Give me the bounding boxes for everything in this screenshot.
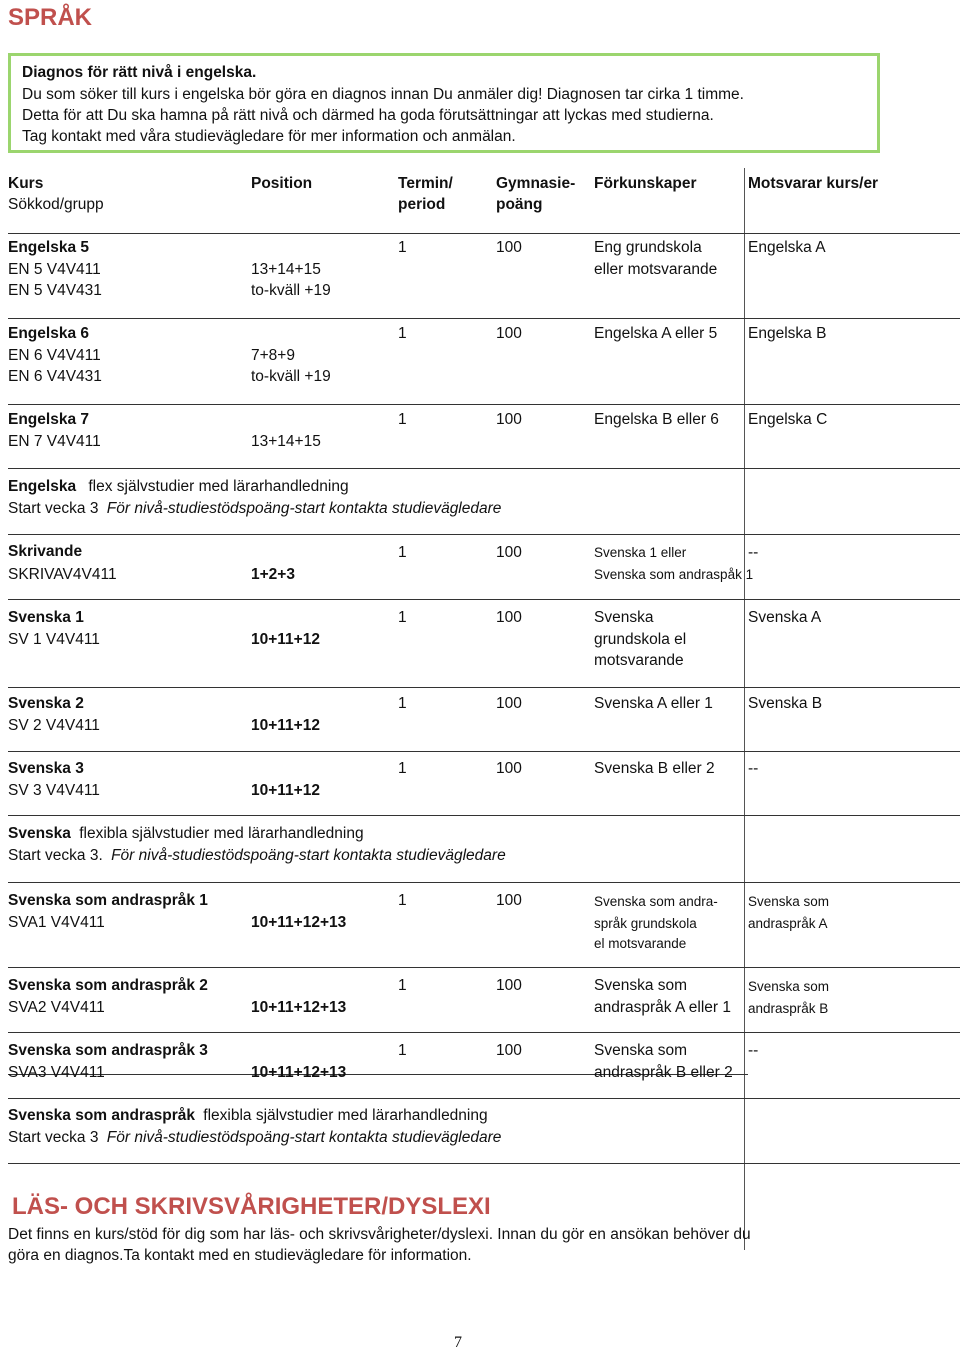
row-divider	[8, 599, 960, 600]
course-prereq: Svenska B eller 2	[594, 760, 715, 777]
course-points: 100	[496, 325, 522, 342]
course-name: Skrivande	[8, 543, 83, 560]
dyslexi-text: Det finns en kurs/stöd för dig som har läs- och skrivsvårigheter/dyslexi. Innan du gör en ansökan behöver du	[8, 1226, 751, 1243]
course-points: 100	[496, 892, 522, 909]
course-prereq: Engelska A eller 5	[594, 325, 718, 342]
course-points: 100	[496, 695, 522, 712]
course-position: 7+8+9	[251, 347, 295, 364]
course-position: 13+14+15	[251, 261, 321, 278]
row-divider	[8, 468, 960, 469]
course-code: SVA2 V4V411	[8, 999, 105, 1016]
course-prereq: Svenska	[594, 609, 654, 626]
course-points: 100	[496, 760, 522, 777]
course-termin: 1	[398, 977, 407, 994]
course-equiv: Svenska A	[748, 609, 822, 626]
flex-row	[8, 478, 349, 496]
course-prereq: Eng grundskola	[594, 239, 702, 256]
course-prereq: Svenska A eller 1	[594, 695, 713, 712]
course-position: 10+11+12+13	[251, 999, 347, 1016]
course-position: to-kväll +19	[251, 282, 331, 299]
course-name: Engelska 7	[8, 411, 89, 428]
course-start: Start vecka 3	[8, 1129, 99, 1146]
course-code: SKRIVAV4V411	[8, 566, 117, 583]
row-divider	[8, 751, 960, 752]
course-termin: 1	[398, 695, 407, 712]
course-code: SV 2 V4V411	[8, 717, 100, 734]
column-divider	[744, 168, 745, 1250]
course-termin: 1	[398, 609, 407, 626]
course-prereq: andraspråk A eller 1	[594, 999, 732, 1016]
course-code: EN 5 V4V411	[8, 261, 101, 278]
course-name: Svenska 2	[8, 695, 84, 712]
course-equiv: Engelska B	[748, 325, 827, 342]
course-prereq: Svenska som andraspåk 1	[594, 567, 754, 582]
course-position: 10+11+12	[251, 631, 320, 648]
course-position: 13+14+15	[251, 433, 321, 450]
course-prereq: eller motsvarande	[594, 261, 718, 278]
course-name: Engelska 6	[8, 325, 89, 342]
course-code: EN 6 V4V411	[8, 347, 101, 364]
course-position: 1+2+3	[251, 566, 295, 583]
course-prereq: Svenska 1 eller	[594, 545, 687, 560]
row-divider	[8, 1098, 960, 1099]
course-equiv: Svenska B	[748, 695, 823, 712]
course-name: Engelska 5	[8, 239, 89, 256]
course-prereq: Svenska som andra-	[594, 894, 718, 909]
course-code: SVA1 V4V411	[8, 914, 105, 931]
header-period: period	[398, 196, 446, 213]
course-position: 10+11+12+13	[251, 1064, 347, 1081]
course-prereq: Engelska B eller 6	[594, 411, 719, 428]
diagnosis-line: Detta för att Du ska hamna på rätt nivå och därmed ha goda förutsättningar att lyckas med studierna.	[22, 107, 714, 124]
course-code: SVA3 V4V411	[8, 1064, 105, 1081]
row-divider	[8, 1032, 960, 1033]
flex-start-row	[8, 500, 501, 518]
dyslexi-title: LÄS- OCH SKRIVSVÅRIGHETER/DYSLEXI	[12, 1193, 491, 1220]
course-termin: 1	[398, 760, 407, 777]
course-desc: flex självstudier med lärarhandledning	[88, 478, 349, 495]
course-equiv: --	[748, 760, 759, 777]
course-code: EN 6 V4V431	[8, 368, 102, 385]
course-code: EN 5 V4V431	[8, 282, 102, 299]
course-points: 100	[496, 411, 522, 428]
course-prereq: motsvarande	[594, 652, 684, 669]
course-prereq: Svenska som	[594, 1042, 688, 1059]
header-position: Position	[251, 175, 313, 192]
course-prereq: språk grundskola	[594, 916, 697, 931]
course-termin: 1	[398, 239, 407, 256]
row-divider	[8, 815, 960, 816]
course-start: Start vecka 3	[8, 500, 99, 517]
header-termin: Termin/	[398, 175, 453, 192]
course-points: 100	[496, 1042, 522, 1059]
course-equiv: Engelska C	[748, 411, 828, 428]
course-name: Svenska som andraspråk 2	[8, 977, 208, 994]
diagnosis-line: Tag kontakt med våra studievägledare för mer information och anmälan.	[22, 128, 516, 145]
course-termin: 1	[398, 1042, 407, 1059]
flex-row	[8, 1107, 488, 1125]
course-points: 100	[496, 544, 522, 561]
header-sokkod: Sökkod/grupp	[8, 196, 104, 213]
course-position: 10+11+12	[251, 782, 320, 799]
course-equiv: Engelska A	[748, 239, 826, 256]
page-number: 7	[454, 1334, 462, 1351]
diagnosis-heading: Diagnos för rätt nivå i engelska.	[22, 64, 257, 81]
course-name: Svenska 3	[8, 760, 84, 777]
course-start: Start vecka 3.	[8, 847, 103, 864]
course-termin: 1	[398, 544, 407, 561]
header-kurs: Kurs	[8, 175, 44, 192]
course-termin: 1	[398, 892, 407, 909]
course-prereq: Svenska som	[594, 977, 688, 994]
row-divider	[8, 882, 960, 883]
course-desc: flexibla självstudier med lärarhandledning	[79, 825, 364, 842]
course-equiv: Svenska som	[748, 894, 830, 909]
course-code: SV 3 V4V411	[8, 782, 100, 799]
course-name: Engelska	[8, 478, 77, 495]
course-equiv: andraspråk B	[748, 1001, 829, 1016]
course-position: 10+11+12+13	[251, 914, 347, 931]
row-divider	[8, 233, 960, 234]
flex-row	[8, 825, 364, 843]
course-name: Svenska 1	[8, 609, 84, 626]
course-equiv: --	[748, 544, 759, 561]
row-divider	[8, 318, 960, 319]
course-name: Svenska som andraspråk	[8, 1107, 195, 1124]
course-name: Svenska	[8, 825, 71, 842]
header-poang: poäng	[496, 196, 543, 213]
header-motsvarar: Motsvarar kurs/er	[748, 175, 879, 192]
course-equiv: --	[748, 1042, 759, 1059]
course-desc: flexibla självstudier med lärarhandledning	[203, 1107, 488, 1124]
course-name: Svenska som andraspråk 3	[8, 1042, 208, 1059]
course-note: För nivå-studiestödspoäng-start kontakta studievägledare	[106, 500, 502, 517]
row-divider	[8, 404, 960, 405]
dyslexi-text: göra en diagnos.Ta kontakt med en studievägledare för information.	[8, 1247, 472, 1264]
diagnosis-line: Du som söker till kurs i engelska bör göra en diagnos innan Du anmäler dig! Diagnosen tar cirka 1 timme.	[22, 86, 744, 103]
course-points: 100	[496, 239, 522, 256]
row-divider	[8, 687, 960, 688]
course-prereq: andraspråk B eller 2	[594, 1064, 733, 1081]
course-name: Svenska som andraspråk 1	[8, 892, 208, 909]
course-points: 100	[496, 609, 522, 626]
course-note: För nivå-studiestödspoäng-start kontakta studievägledare	[106, 1129, 502, 1146]
row-divider	[8, 967, 960, 968]
course-prereq: el motsvarande	[594, 936, 687, 951]
flex-start-row	[8, 1129, 501, 1147]
diagnosis-box	[8, 53, 880, 153]
course-code: SV 1 V4V411	[8, 631, 100, 648]
course-equiv: Svenska som	[748, 979, 830, 994]
course-termin: 1	[398, 411, 407, 428]
course-note: För nivå-studiestödspoäng-start kontakta studievägledare	[111, 847, 506, 864]
course-termin: 1	[398, 325, 407, 342]
course-position: to-kväll +19	[251, 368, 331, 385]
course-code: EN 7 V4V411	[8, 433, 101, 450]
row-divider	[8, 534, 960, 535]
row-divider	[8, 1163, 960, 1164]
course-points: 100	[496, 977, 522, 994]
page-title: SPRÅK	[8, 4, 93, 31]
course-equiv: andraspråk A	[748, 916, 828, 931]
flex-start-row	[8, 847, 506, 865]
course-position: 10+11+12	[251, 717, 320, 734]
header-forkunskaper: Förkunskaper	[594, 175, 697, 192]
course-prereq: grundskola el	[594, 631, 687, 648]
header-gymnasie: Gymnasie-	[496, 175, 576, 192]
